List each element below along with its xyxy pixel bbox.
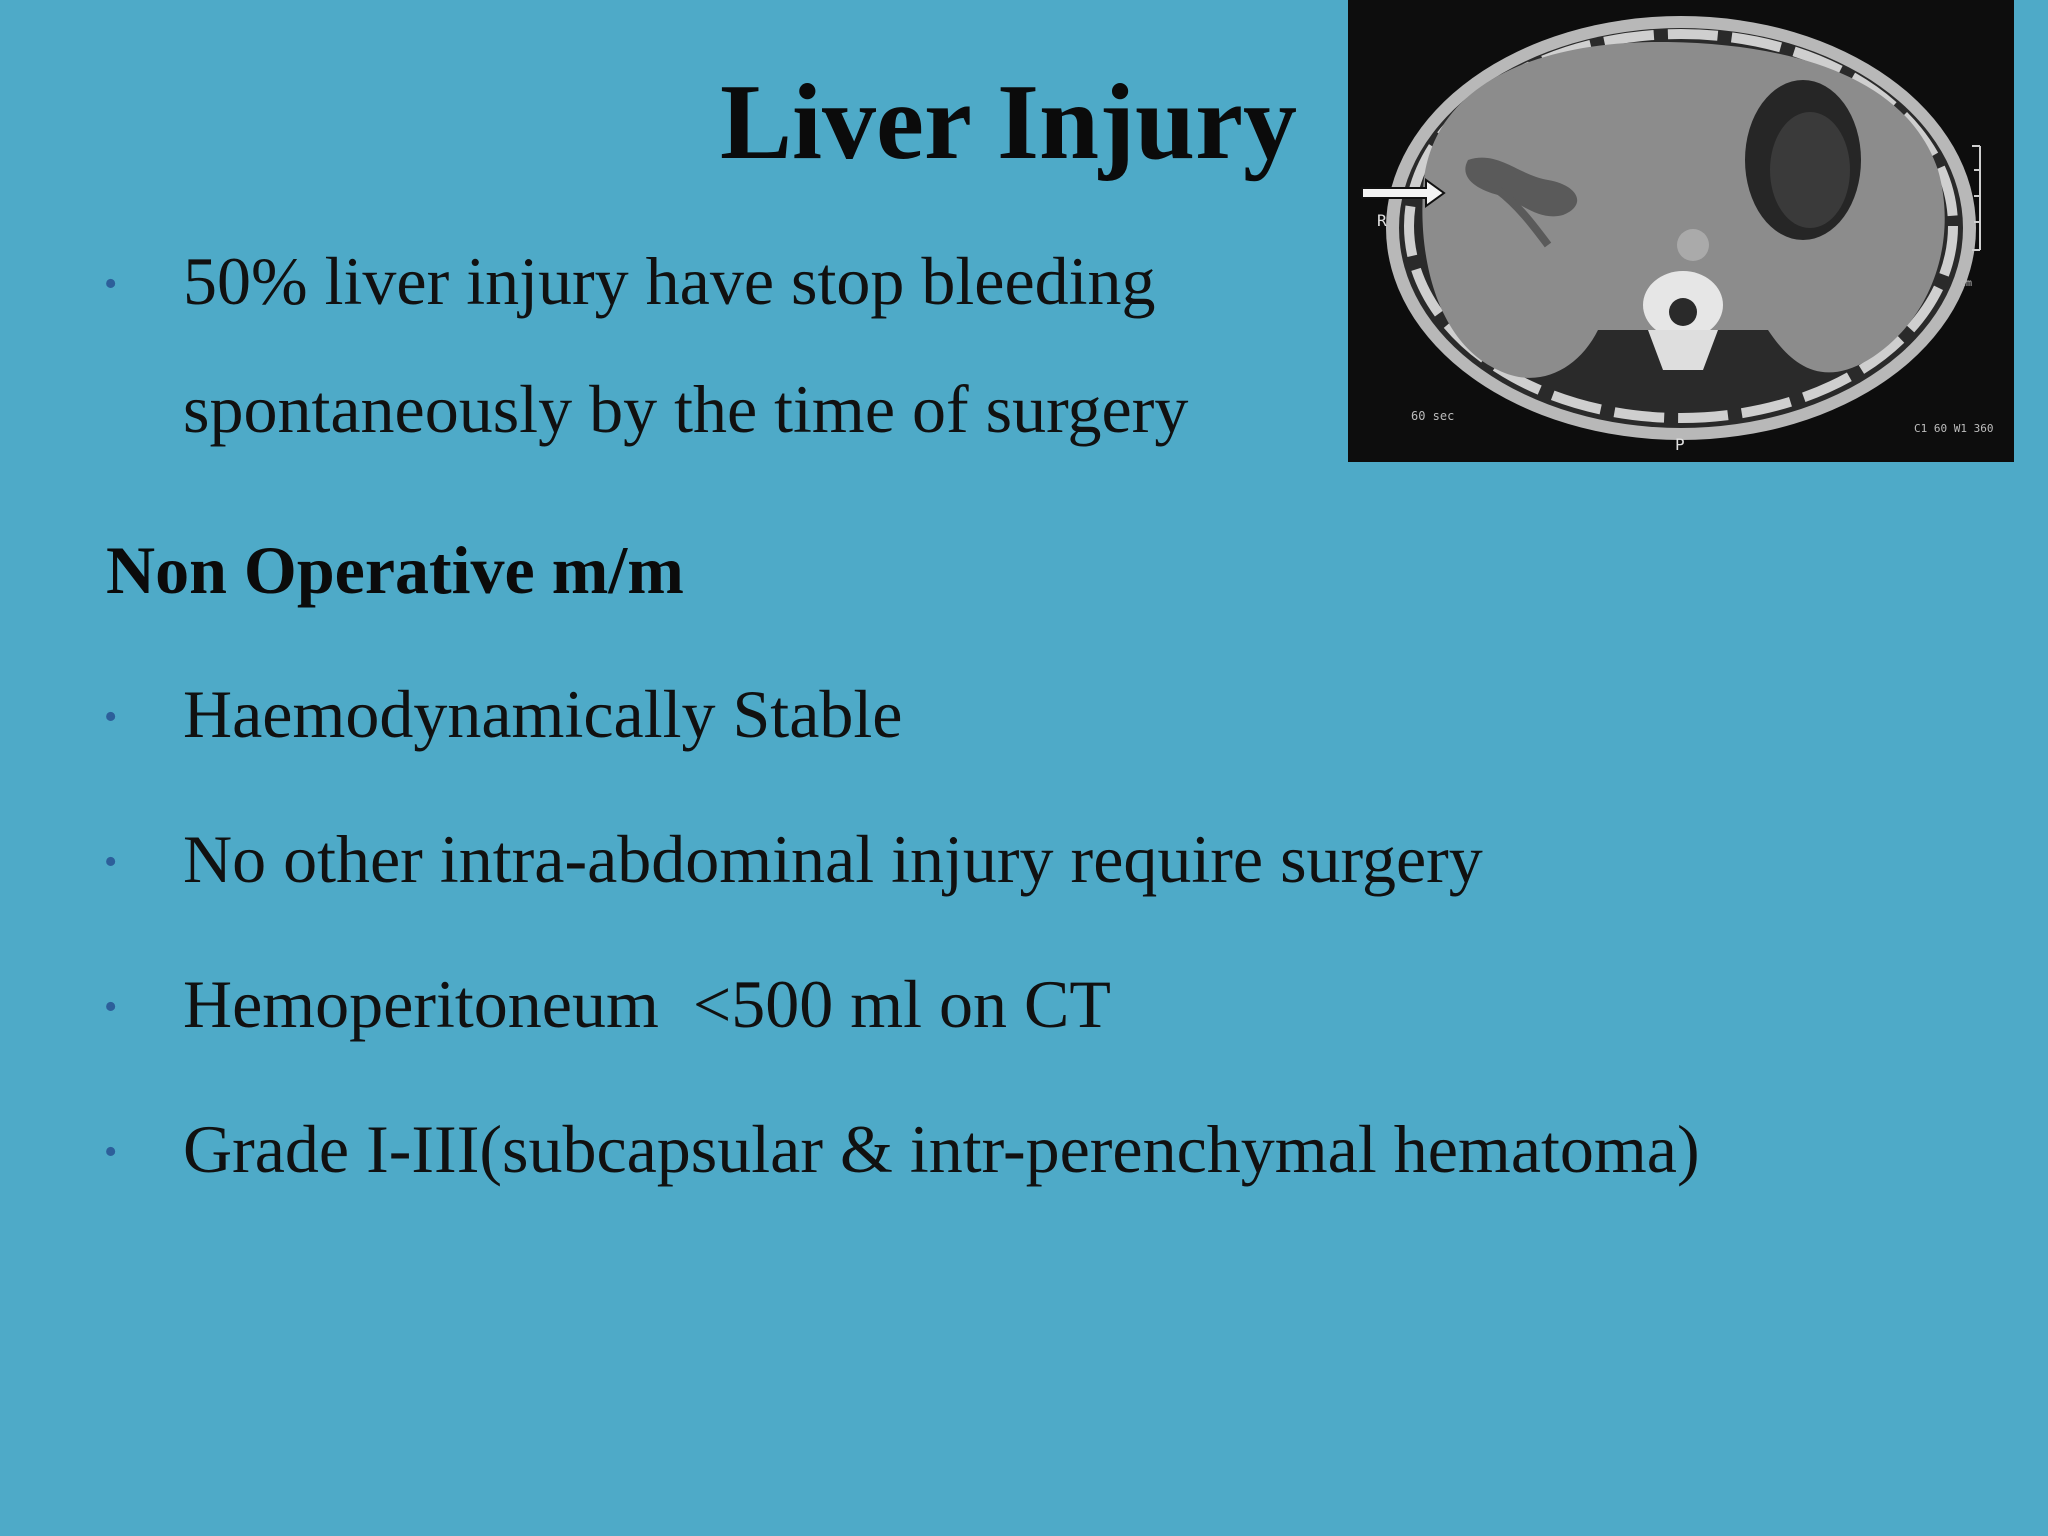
intro-bullet-line1: 50% liver injury have stop bleeding <box>183 243 1156 319</box>
ct-label-scale: cm <box>1960 278 1973 289</box>
bullet-icon: • <box>104 263 118 305</box>
intro-bullet-line2: spontaneously by the time of surgery <box>183 371 1189 447</box>
bullet-item: Haemodynamically Stable <box>183 676 903 752</box>
ct-label-right: R <box>1377 211 1387 230</box>
bullet-icon: • <box>104 696 118 738</box>
ct-label-posterior: P <box>1675 435 1685 454</box>
bullet-icon: • <box>104 841 118 883</box>
section-subheading: Non Operative m/m <box>106 532 684 608</box>
bullet-icon: • <box>104 1131 118 1173</box>
ct-label-time: 60 sec <box>1411 409 1455 423</box>
ct-scan-image <box>1348 0 2014 462</box>
slide-title: Liver Injury <box>720 63 1298 182</box>
bullet-item: No other intra-abdominal injury require surgery <box>183 821 1483 897</box>
bullet-item: Hemoperitoneum <500 ml on CT <box>183 966 1111 1042</box>
bullet-item: Grade I-III(subcapsular & intr-perenchymal hematoma) <box>183 1111 1700 1187</box>
bullet-icon: • <box>104 986 118 1028</box>
ct-label-window: C1 60 W1 360 <box>1914 422 1994 435</box>
